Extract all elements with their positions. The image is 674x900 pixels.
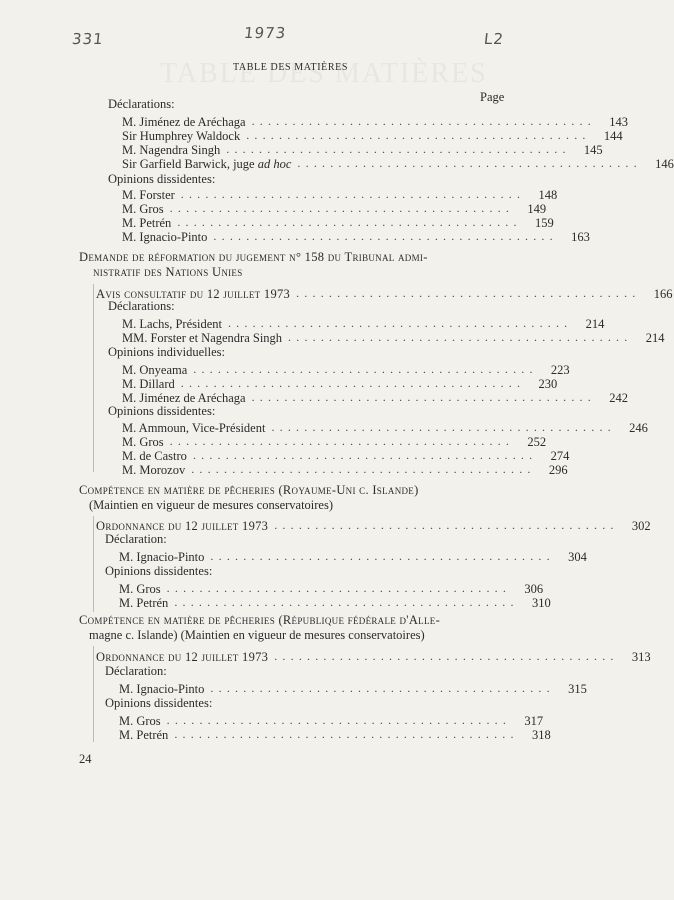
case-title [79,483,504,513]
toc-entry: M. Jiménez de Aréchaga .......................................... 143 [122,114,628,129]
toc-entry: M. de Castro .......................................... 274 [122,448,570,463]
section-label: Opinions dissidentes: [108,404,216,418]
toc-entry: M. Ignacio-Pinto .......................................... 315 [119,681,587,696]
toc-entry: M. Lachs, Président .......................................... 214 [122,316,605,331]
handwritten-annotation-right: L2 [483,30,505,48]
toc-entry: M. Morozov .......................................... 296 [122,462,568,477]
toc-entry: M. Gros .......................................... 317 [119,713,544,728]
toc-entry: M. Forster .......................................... 148 [122,187,558,202]
section-label: Déclarations: [108,97,175,111]
toc-entry: M. Gros .......................................... 252 [122,434,547,449]
case-title [79,250,504,280]
case-title-line: (Maintien en vigueur de mesures conservatoires) [89,498,334,512]
section-label: Déclaration: [105,664,167,678]
toc-entry: M. Onyeama .......................................... 223 [122,362,570,377]
toc-entry: MM. Forster et Nagendra Singh .......................................... 214 [122,330,665,345]
page-number: 24 [79,752,92,766]
toc-entry: M. Petrén .......................................... 159 [122,215,554,230]
case-title [79,613,504,643]
toc-entry: M. Nagendra Singh .......................................... 145 [122,142,603,157]
section-label: Opinions dissidentes: [105,564,213,578]
toc-entry: Avis consultatif du 12 juillet 1973 .......................................... 166 [96,286,673,301]
toc-entry: Ordonnance du 12 juillet 1973 .......................................... 302 [96,518,651,533]
toc-entry: M. Dillard .......................................... 230 [122,376,558,391]
toc-entry: M. Petrén .......................................... 310 [119,595,551,610]
section-label: Opinions dissidentes: [105,696,213,710]
case-title-line: Compétence en matière de pêcheries (République fédérale d'Alle- [79,613,441,627]
page-column-label: Page [480,90,505,104]
toc-entry: M. Jiménez de Aréchaga .......................................... 242 [122,390,628,405]
toc-entry: M. Gros .......................................... 306 [119,581,544,596]
case-title-line: Compétence en matière de pêcheries (Royaume-Uni c. Islande) [79,483,419,497]
handwritten-annotation-left: 331 [71,30,105,48]
toc-entry: M. Petrén .......................................... 318 [119,727,551,742]
case-title-line: nistratif des Nations Unies [93,265,243,279]
case-title-line: Demande de réformation du jugement n° 158 du Tribunal admi- [79,250,428,264]
toc-entry: Ordonnance du 12 juillet 1973 .......................................... 313 [96,649,651,664]
toc-entry: M. Ignacio-Pinto .......................................... 304 [119,549,587,564]
toc-entry: Sir Garfield Barwick, juge ad hoc .......................................... 146 [122,156,674,171]
vertical-rule [93,646,94,742]
toc-entry: M. Ammoun, Vice-Président .......................................... 246 [122,420,648,435]
toc-entry: M. Ignacio-Pinto .......................................... 163 [122,229,590,244]
section-label: Opinions individuelles: [108,345,226,359]
handwritten-annotation-center: 1973 [243,24,288,42]
section-label: Déclaration: [105,532,167,546]
case-title-line: magne c. Islande) (Maintien en vigueur de mesures conservatoires) [89,628,425,642]
toc-entry: M. Gros .......................................... 149 [122,201,547,216]
section-label: Opinions dissidentes: [108,172,216,186]
running-head: TABLE DES MATIÈRES [233,62,348,73]
vertical-rule [93,516,94,612]
toc-entry: Sir Humphrey Waldock .......................................... 144 [122,128,623,143]
section-label: Déclarations: [108,299,175,313]
vertical-rule [93,284,94,472]
